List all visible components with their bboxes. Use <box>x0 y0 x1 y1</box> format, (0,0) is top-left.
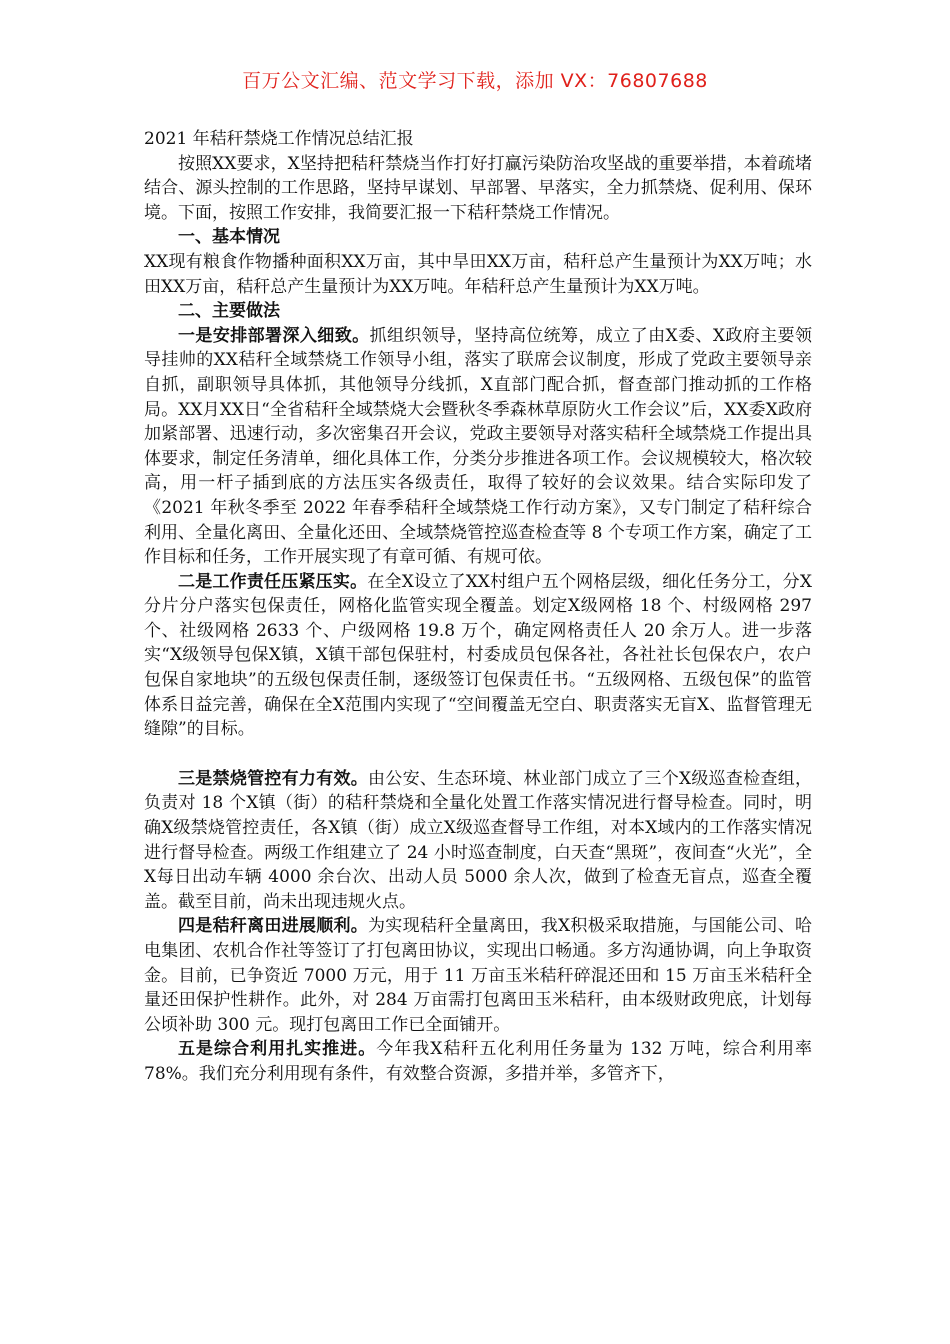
measure-text-2: 在全X设立了XX村组户五个网格层级，细化任务分工，分X分片分户落实包保责任，网格化监管实现全覆盖。划定X级网格 18 个、村级网格 297 个、社级网格 2633 个、户级网格 19.8 万个，确定网格责任人 20 余万人。进一步落实“X级领导包保X镇，X镇干部包保驻村，村委成员包保各社，各社社长包保农户，农户包保自家地块”的五级包保责任制，逐级签订包保责任书。“五级网格、五级包保”的监管体系日益完善，确保在全X范围内实现了“空间覆盖无空白、职责落实无盲X、监督管理无缝隙”的目标。 <box>144 571 812 740</box>
section-heading-basic: 一、基本情况 <box>178 227 280 248</box>
measure-paragraph-1 <box>144 324 812 570</box>
header-banner: 百万公文汇编、范文学习下载，添加 VX：76807688 <box>242 70 708 92</box>
measure-paragraph-4 <box>144 914 812 1037</box>
measure-text-1: 抓组织领导，坚持高位统筹，成立了由X委、X政府主要领导挂帅的XX秸秆全域禁烧工作领导小组，落实了联席会议制度，形成了党政主要领导亲自抓，副职领导具体抓，其他领导分线抓，X直部门配合抓，督查部门推动抓的工作格局。XX月XX日“全省秸秆全域禁烧大会暨秋冬季森林草原防火工作会议”后，XX委X政府加紧部署、迅速行动，多次密集召开会议，党政主要领导对落实秸秆全域禁烧工作提出具体要求，制定任务清单，细化具体工作，分类分步推进各项工作。会议规模较大，格次较高，用一杆子插到底的方法压实各级责任，取得了较好的会议效果。结合实际印发了《2021 年秋冬季至 2022 年春季秸秆全域禁烧工作行动方案》，又专门制定了秸秆综合利用、全量化离田、全量化还田、全域禁烧管控巡查检查等 8 个专项工作方案，确定了工作目标和任务，工作开展实现了有章可循、有规可依。 <box>144 325 813 568</box>
measure-lead-4: 四是秸秆离田进展顺利。 <box>178 916 369 937</box>
measure-lead-2: 二是工作责任压紧压实。 <box>178 571 368 592</box>
document-title: 2021 年秸秆禁烧工作情况总结汇报 <box>144 129 414 149</box>
measure-text-4: 为实现秸秆全量离田，我X积极采取措施，与国能公司、哈电集团、农机合作社等签订了打包离田协议，实现出口畅通。多方沟通协调，向上争取资金。目前，已争资近 7000 万元，用于 11 万亩玉米秸秆碎混还田和 15 万亩玉米秸秆全量还田保护性耕作。此外，对 284 万亩需打包离田玉米秸秆，由本级财政兜底，计划每公顷补助 300 元。现打包离田工作已全面铺开。 <box>144 916 813 1035</box>
intro-paragraph: 按照XX要求，X坚持把秸秆禁烧当作打好打赢污染防治攻坚战的重要举措，本着疏堵结合、源头控制的工作思路，坚持早谋划、早部署、早落实，全力抓禁烧、促利用、保环境。下面，按照工作安排，我简要汇报一下秸秆禁烧工作情况。 <box>144 153 812 223</box>
measure-lead-5: 五是综合利用扎实推进。 <box>178 1039 377 1060</box>
document-body <box>144 127 812 1087</box>
section-basic-paragraph: XX现有粮食作物播种面积XX万亩，其中旱田XX万亩，秸秆总产生量预计为XX万吨；水田XX万亩，秸秆总产生量预计为XX万吨。年秸秆总产生量预计为XX万吨。 <box>144 251 812 297</box>
measure-lead-3: 三是禁烧管控有力有效。 <box>178 768 369 789</box>
measure-paragraph-5 <box>144 1037 812 1086</box>
section-heading-measures: 二、主要做法 <box>178 301 280 322</box>
measure-text-5: 今年我X秸秆五化利用任务量为 132 万吨，综合利用率 78%。我们充分利用现有条件，有效整合资源，多措并举，多管齐下， <box>144 1039 813 1084</box>
measure-lead-1: 一是安排部署深入细致。 <box>178 325 370 346</box>
measure-paragraph-3 <box>144 767 812 915</box>
measure-paragraph-2 <box>144 570 812 742</box>
measure-text-3: 由公安、生态环境、林业部门成立了三个X级巡查检查组，负责对 18 个X镇（街）的秸秆禁烧和全量化处置工作落实情况进行督导检查。同时，明确X级禁烧管控责任，各X镇（街）成立X级巡查督导工作组，对本X域内的工作落实情况进行督导检查。两级工作组建立了 24 小时巡查制度，白天查“黑斑”，夜间查“火光”，全X每日出动车辆 4000 余台次、出动人员 5000 余人次，做到了检查无盲点，巡查全覆盖。截至目前，尚未出现违规火点。 <box>144 768 813 912</box>
